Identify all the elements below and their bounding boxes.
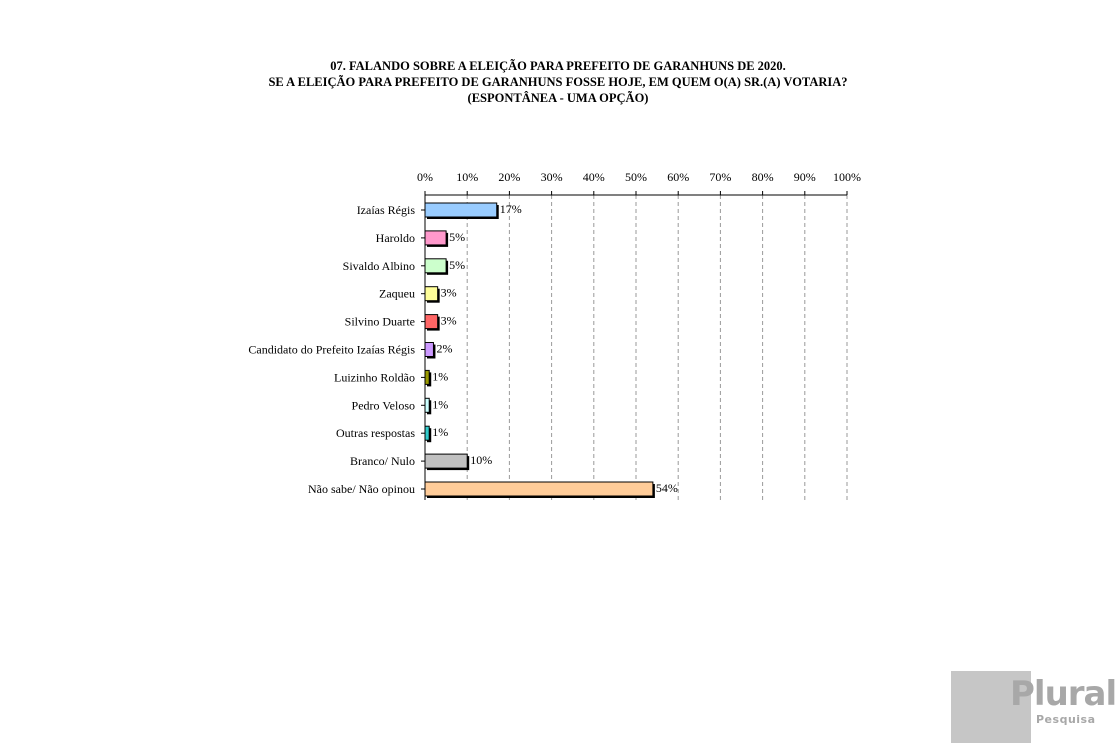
x-tick-label: 80% xyxy=(751,170,774,184)
chart-title-line-3: (ESPONTÂNEA - UMA OPÇÃO) xyxy=(467,91,649,105)
bar xyxy=(425,398,429,412)
bar xyxy=(425,370,429,384)
category-label: Candidato do Prefeito Izaías Régis xyxy=(248,342,415,357)
bar xyxy=(425,315,438,329)
chart-title-line-1: 07. FALANDO SOBRE A ELEIÇÃO PARA PREFEITO DE GARANHUNS DE 2020. xyxy=(330,59,786,73)
bar xyxy=(425,454,467,468)
category-label: Branco/ Nulo xyxy=(350,454,415,469)
x-tick-label: 30% xyxy=(540,170,563,184)
data-label: 17% xyxy=(499,202,522,216)
x-tick-label: 60% xyxy=(667,170,690,184)
data-label: 10% xyxy=(470,453,493,468)
category-label: Izaías Régis xyxy=(356,203,415,217)
x-tick-label: 70% xyxy=(709,170,732,184)
category-label: Silvino Duarte xyxy=(344,314,415,329)
bar xyxy=(425,203,497,217)
bar xyxy=(425,426,429,440)
category-label: Haroldo xyxy=(375,230,415,245)
x-tick-label: 10% xyxy=(456,170,479,184)
data-label: 1% xyxy=(432,397,449,412)
x-tick-label: 20% xyxy=(498,170,521,184)
data-label: 1% xyxy=(432,425,449,440)
plural-logo-subtitle: Pesquisa xyxy=(1036,713,1096,726)
data-label: 1% xyxy=(432,369,449,384)
category-label: Luizinho Roldão xyxy=(334,370,415,385)
x-tick-label: 90% xyxy=(793,170,816,184)
category-label: Sivaldo Albino xyxy=(342,258,415,273)
data-label: 54% xyxy=(655,481,678,495)
bar xyxy=(425,343,433,357)
category-label: Não sabe/ Não opinou xyxy=(308,482,415,496)
category-label: Outras respostas xyxy=(336,426,415,441)
x-tick-label: 50% xyxy=(625,170,647,184)
data-label: 3% xyxy=(440,285,457,300)
bar xyxy=(425,482,653,496)
bar xyxy=(425,259,446,273)
x-tick-label: 40% xyxy=(582,170,605,184)
data-label: 3% xyxy=(440,313,457,328)
bar xyxy=(425,231,446,245)
data-label: 5% xyxy=(449,229,466,244)
category-label: Pedro Veloso xyxy=(351,398,415,413)
bar xyxy=(425,287,438,301)
data-label: 5% xyxy=(449,257,466,272)
category-label: Zaqueu xyxy=(379,286,415,301)
chart-title-line-2: SE A ELEIÇÃO PARA PREFEITO DE GARANHUNS FOSSE HOJE, EM QUEM O(A) SR.(A) VOTARIA? xyxy=(268,75,848,89)
data-label: 2% xyxy=(436,341,453,356)
plural-logo-word: Plural xyxy=(1010,674,1116,714)
x-tick-label: 100% xyxy=(833,170,861,184)
x-tick-label: 0% xyxy=(417,170,433,184)
